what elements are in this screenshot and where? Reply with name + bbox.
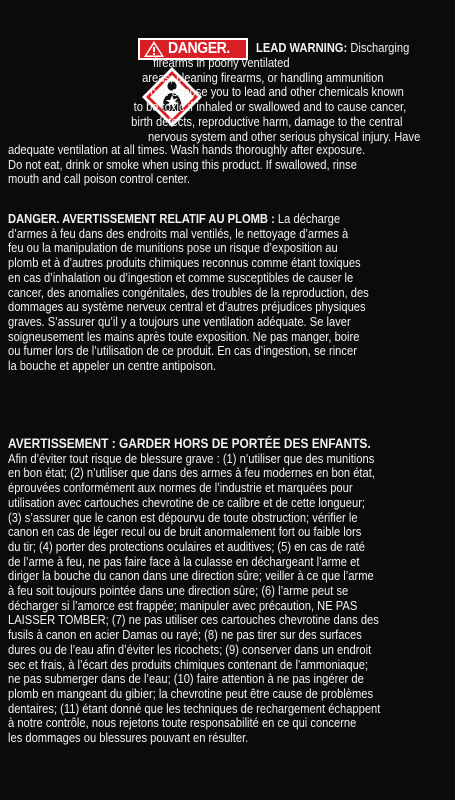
lead-warning-text: Discharging: [347, 40, 410, 55]
lead-warning-right-lines: [131, 55, 421, 144]
text-line: ou fumer lors de l’utilisation de ce produit. En cas d’ingestion, se rincer: [8, 343, 357, 359]
french-lead-text: La décharge: [274, 211, 341, 226]
french-lead-title: DANGER. AVERTISSEMENT RELATIF AU PLOMB :: [8, 211, 275, 226]
text-line: firearms in poorly ventilated: [153, 55, 290, 70]
text-line: feu ou la manipulation de munitions pose un risque d’exposition au: [8, 240, 338, 256]
text-line: can expose you to lead and other chemicals known: [150, 84, 404, 100]
french-children-warning: [8, 437, 380, 746]
text-line: nervous system and other serious physical injury. Have: [147, 128, 421, 144]
text-line: mouth and call poison control center.: [8, 171, 190, 187]
text-line: cancer, des anomalies congénitales, des troubles de la reproduction, des: [8, 284, 369, 300]
text-line: diriger la bouche du canon dans une direction sûre; veiller à ce que l’arme: [8, 568, 374, 584]
danger-word: DANGER.: [168, 40, 230, 57]
french-lead-warning: [8, 212, 369, 374]
text-line: areas, cleaning firearms, or handling ammunition: [142, 69, 384, 85]
lead-warning-first-line: [256, 41, 409, 56]
text-line: to be toxic if inhaled or swallowed and to cause cancer,: [133, 99, 407, 115]
text-line: à feu soit toujours pointée dans une direction sûre; (6) l’arme peut se: [8, 583, 349, 599]
text-line: LAISSER TOMBER; (7) ne pas utiliser ces cartouches chevrotine dans des: [8, 612, 379, 628]
text-line: en bon état; (2) n’utiliser que dans des armes à feu modernes en bon état,: [8, 465, 375, 481]
text-line: soigneusement les mains après toute exposition. Ne pas manger, boire: [8, 328, 360, 344]
text-line: graves. S’assurer qu’il y a toujours une ventilation adéquate. Se laver: [8, 313, 351, 329]
text-line: d’armes à feu dans des endroits mal ventilés, le nettoyage d’armes à: [8, 225, 349, 241]
text-line: dommages au système nerveux central et d’autres préjudices physiques: [8, 299, 366, 315]
text-line: à notre contrôle, nous rejetons toute responsabilité en ce qui concerne: [8, 715, 357, 731]
text-line: plomb et à d’autres produits chimiques reconnus comme étant toxiques: [8, 255, 361, 271]
text-line: dures ou de l’eau afin d’éviter les ricochets; (9) conserver dans un endroit: [8, 641, 372, 657]
lead-warning-full-lines: [8, 143, 365, 187]
text-line: plomb en mangeant du gibier; la chevrotine peut être cause de problèmes: [8, 685, 374, 701]
text-line: de l’arme à feu, ne pas faire face à la culasse en déchargeant l’arme et: [8, 553, 360, 569]
text-line: dentaires; (11) étant donné que les techniques de rechargement échappent: [8, 700, 381, 716]
children-warning-title: AVERTISSEMENT : GARDER HORS DE PORTÉE DES ENFANTS.: [8, 436, 371, 452]
text-line: éprouvées conformément aux normes de l’industrie et marquées pour: [8, 480, 353, 496]
text-line: birth defects, reproductive harm, damage to the central: [131, 113, 403, 129]
text-line: ne pas submerger dans de l’eau; (10) faire attention à ne pas ingérer de: [8, 671, 364, 687]
text-line: Do not eat, drink or smoke when using this product. If swallowed, rinse: [8, 156, 357, 172]
text-line: sec et frais, à l’écart des produits chimiques contenant de l’ammoniaque;: [8, 656, 369, 672]
text-line: canon en cas de léger recul ou de bruit anormalement fort ou faible lors: [8, 524, 362, 540]
text-line: (3) s’assurer que le canon est dépourvu de toute obstruction; vérifier le: [8, 509, 358, 525]
text-line: adequate ventilation at all times. Wash hands thoroughly after exposure.: [8, 142, 366, 157]
text-line: la bouche et appeler un centre antipoison.: [8, 358, 217, 374]
text-line: les dommages ou blessures pouvant en résulter.: [8, 730, 249, 746]
text-line: en cas d’inhalation ou d’ingestion et comme susceptibles de causer le: [8, 269, 354, 285]
text-line: Afin d’éviter tout risque de blessure grave : (1) n’utiliser que des munitions: [8, 450, 375, 466]
text-line: décharger si l’amorce est frappée; manipuler avec précaution, NE PAS: [8, 597, 358, 613]
text-line: utilisation avec cartouches chevrotine de ce calibre et de cette longueur;: [8, 494, 366, 510]
text-line: du tir; (4) porter des protections oculaires et auditives; (5) en cas de raté: [8, 538, 365, 554]
text-line: fusils à canon en acier Damas ou rayé; (8) ne pas tirer sur des surfaces: [8, 627, 362, 643]
lead-warning-title: LEAD WARNING:: [256, 40, 348, 55]
